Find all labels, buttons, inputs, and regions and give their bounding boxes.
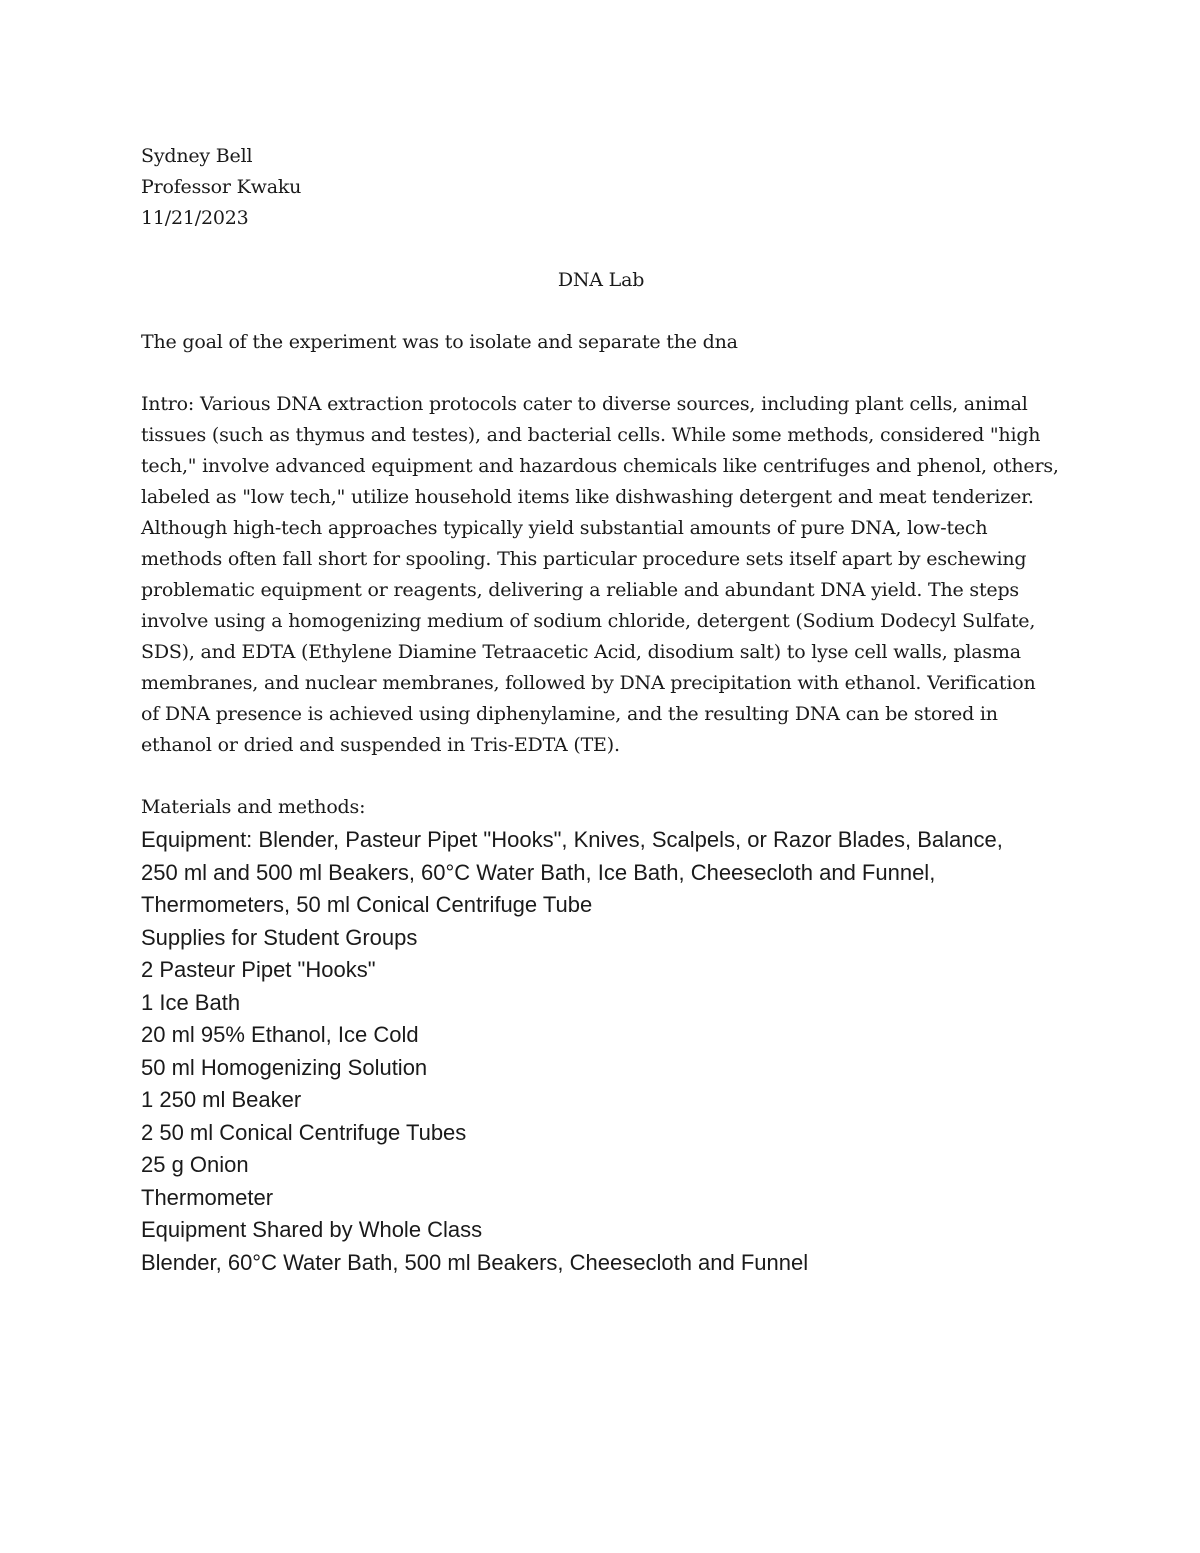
professor-name: Professor Kwaku bbox=[141, 176, 302, 198]
goal-statement: The goal of the experiment was to isolate and separate the dna bbox=[141, 331, 738, 353]
intro-line: tech," involve advanced equipment and hazardous chemicals like centrifuges and phenol, others, bbox=[141, 455, 1059, 477]
materials-list bbox=[141, 824, 1061, 1279]
materials-line: 2 Pasteur Pipet "Hooks" bbox=[141, 957, 376, 982]
intro-line: labeled as "low tech," utilize household items like dishwashing detergent and meat tenderizer. bbox=[141, 486, 1034, 508]
intro-line: of DNA presence is achieved using diphenylamine, and the resulting DNA can be stored in bbox=[141, 703, 998, 725]
intro-line: membranes, and nuclear membranes, followed by DNA precipitation with ethanol. Verification bbox=[141, 672, 1036, 694]
date: 11/21/2023 bbox=[141, 207, 249, 229]
materials-line: 2 50 ml Conical Centrifuge Tubes bbox=[141, 1119, 467, 1145]
materials-line: 50 ml Homogenizing Solution bbox=[141, 1054, 428, 1080]
materials-line: Thermometer bbox=[141, 1184, 274, 1210]
materials-line: 1 250 ml Beaker bbox=[141, 1087, 302, 1112]
materials-line: Supplies for Student Groups bbox=[141, 924, 418, 950]
intro-line: methods often fall short for spooling. This particular procedure sets itself apart by eschewing bbox=[141, 548, 1027, 570]
materials-line: 1 Ice Bath bbox=[141, 989, 241, 1015]
materials-line: Equipment: Blender, Pasteur Pipet "Hooks", Knives, Scalpels, or Razor Blades, Balance, bbox=[141, 827, 1003, 852]
materials-line: Equipment Shared by Whole Class bbox=[141, 1217, 483, 1242]
document-title: DNA Lab bbox=[557, 269, 645, 291]
materials-line: Blender, 60°C Water Bath, 500 ml Beakers, Cheesecloth and Funnel bbox=[141, 1249, 809, 1275]
intro-line: ethanol or dried and suspended in Tris-EDTA (TE). bbox=[141, 734, 620, 756]
header-block bbox=[141, 141, 1061, 234]
intro-line: SDS), and EDTA (Ethylene Diamine Tetraacetic Acid, disodium salt) to lyse cell walls, plasma bbox=[141, 641, 1021, 663]
materials-heading: Materials and methods: bbox=[141, 796, 366, 818]
materials-line: 20 ml 95% Ethanol, Ice Cold bbox=[141, 1022, 419, 1047]
intro-line: involve using a homogenizing medium of sodium chloride, detergent (Sodium Dodecyl Sulfate, bbox=[141, 610, 1036, 632]
author-name: Sydney Bell bbox=[141, 145, 253, 167]
intro-line: tissues (such as thymus and testes), and bacterial cells. While some methods, considered "high bbox=[141, 424, 1041, 446]
intro-line: Although high-tech approaches typically yield substantial amounts of pure DNA, low-tech bbox=[141, 517, 988, 539]
intro-line: Intro: Various DNA extraction protocols cater to diverse sources, including plant cells, animal bbox=[141, 393, 1028, 415]
materials-line: 250 ml and 500 ml Beakers, 60°C Water Bath, Ice Bath, Cheesecloth and Funnel, bbox=[141, 859, 936, 885]
intro-paragraph bbox=[141, 389, 1061, 761]
intro-line: problematic equipment or reagents, delivering a reliable and abundant DNA yield. The steps bbox=[141, 579, 1019, 601]
materials-line: 25 g Onion bbox=[141, 1152, 249, 1177]
materials-line: Thermometers, 50 ml Conical Centrifuge Tube bbox=[141, 892, 593, 917]
